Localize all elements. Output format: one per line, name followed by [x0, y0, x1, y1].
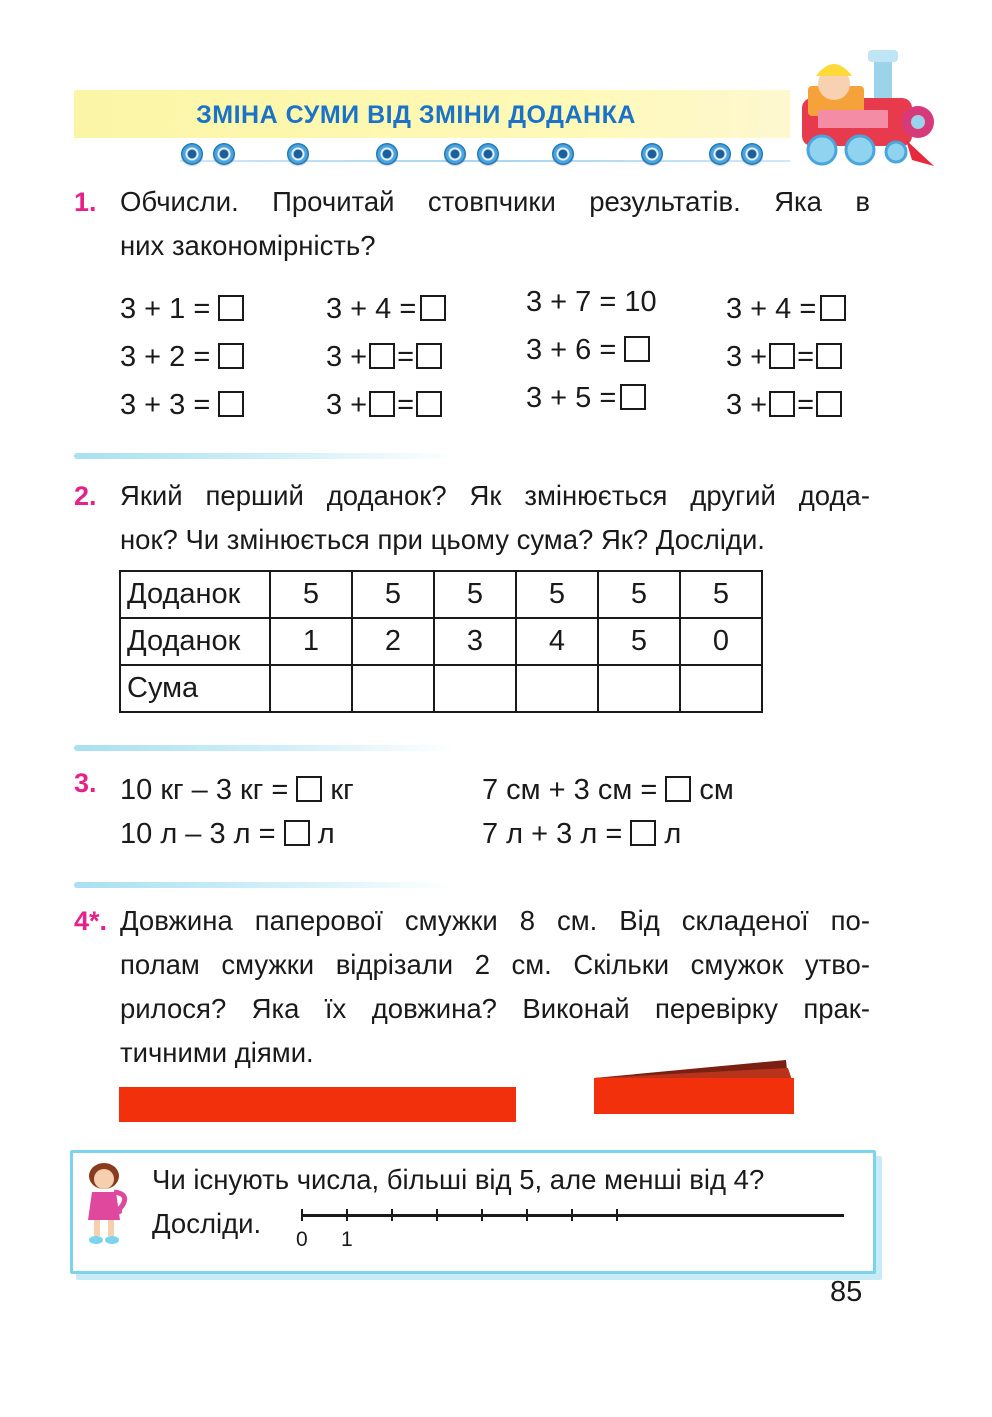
equation [326, 389, 442, 422]
row-header: Сума [120, 665, 270, 712]
wheel-icon [213, 143, 235, 165]
equation-text: 3 + 3 = [120, 389, 211, 421]
task-number: 4*. [74, 906, 108, 936]
answer-box[interactable] [624, 336, 650, 362]
answer-box[interactable] [296, 776, 322, 802]
table-cell: 5 [680, 571, 762, 618]
task-number: 2. [74, 481, 97, 511]
equation [326, 341, 442, 374]
equation-text: 3 + 5 = [526, 382, 617, 414]
addend-box[interactable] [769, 343, 795, 369]
equation [526, 334, 650, 367]
equation [120, 774, 354, 807]
wheel-icon [641, 143, 663, 165]
answer-box[interactable] [816, 343, 842, 369]
addend-box[interactable] [369, 343, 395, 369]
question-text: Досліди. [152, 1208, 262, 1239]
answer-box[interactable] [218, 343, 244, 369]
table-cell: 2 [352, 618, 434, 665]
equation [526, 286, 657, 319]
answer-box[interactable] [284, 820, 310, 846]
number-line-tick [616, 1209, 618, 1221]
wheel-icon [444, 143, 466, 165]
equation-text: = [797, 389, 815, 421]
equation-text: 3 + 1 = [120, 293, 211, 325]
task-text-line: тичними діями. [120, 1037, 314, 1068]
number-line-tick [526, 1209, 528, 1221]
equation-text: 10 кг – 3 кг = [120, 774, 289, 806]
equation-text: = [397, 389, 415, 421]
unit-label: см [699, 774, 734, 806]
answer-box[interactable] [218, 295, 244, 321]
tick-label: 0 [296, 1228, 308, 1251]
number-line-tick [436, 1209, 438, 1221]
table-row [120, 665, 762, 712]
wheel-icon [376, 143, 398, 165]
equation [482, 774, 734, 807]
equation-text: 3 + 6 = [526, 334, 617, 366]
answer-box[interactable] [620, 384, 646, 410]
sum-cell[interactable] [352, 665, 434, 712]
task-text [120, 474, 870, 562]
equation-text: = [797, 341, 815, 373]
sum-cell[interactable] [516, 665, 598, 712]
sum-cell[interactable] [434, 665, 516, 712]
number-line [302, 1214, 844, 1217]
wheel-icon [477, 143, 499, 165]
row-header: Доданок [120, 618, 270, 665]
equation-text: 3 + 4 = [326, 293, 417, 325]
table-cell: 5 [516, 571, 598, 618]
answer-box[interactable] [420, 295, 446, 321]
equation-text: 7 см + 3 см = [482, 774, 658, 806]
sum-cell[interactable] [680, 665, 762, 712]
sum-cell[interactable] [598, 665, 680, 712]
row-header: Доданок [120, 571, 270, 618]
equation-text: = [397, 341, 415, 373]
tick-label: 1 [341, 1228, 353, 1251]
task-text-line: них закономірність? [120, 230, 376, 261]
train-icon [788, 40, 938, 172]
table-row [120, 618, 762, 665]
task-text-line: Який перший доданок? Як змінюється другий дода- [120, 480, 870, 511]
answer-box[interactable] [218, 391, 244, 417]
equation [726, 293, 846, 326]
unit-label: л [317, 818, 335, 850]
folded-paper-strip [594, 1058, 796, 1116]
answer-box[interactable] [665, 776, 691, 802]
task-text [120, 180, 870, 268]
equation [326, 293, 446, 326]
answer-box[interactable] [816, 391, 842, 417]
task-text-line: нок? Чи змінюється при цьому сума? Як? Досліди. [120, 524, 765, 555]
number-line-tick [391, 1209, 393, 1221]
number-line-tick [346, 1209, 348, 1221]
section-separator [74, 453, 454, 459]
answer-box[interactable] [820, 295, 846, 321]
wheel-icon [709, 143, 731, 165]
equation [120, 818, 335, 851]
answer-box[interactable] [416, 343, 442, 369]
equation-text: 3 + [326, 389, 368, 421]
table-cell: 1 [270, 618, 352, 665]
table-cell: 0 [680, 618, 762, 665]
equation-text: 3 + [726, 341, 768, 373]
table-cell: 5 [270, 571, 352, 618]
equation-text: 7 л + 3 л = [482, 818, 623, 850]
task-number: 3. [74, 768, 97, 798]
wheel-icon [552, 143, 574, 165]
equation [726, 389, 842, 422]
equation-text: 3 + 7 = 10 [526, 286, 657, 318]
wheel-icon [741, 143, 763, 165]
equation-text: 3 + 2 = [120, 341, 211, 373]
girl-icon [82, 1162, 130, 1246]
equation-text: 10 л – 3 л = [120, 818, 276, 850]
title-band [74, 90, 790, 138]
number-line-tick [301, 1209, 303, 1221]
equation [120, 341, 244, 374]
wheel-icon [287, 143, 309, 165]
equation [120, 293, 244, 326]
equation [482, 818, 681, 851]
sum-cell[interactable] [270, 665, 352, 712]
answer-box[interactable] [416, 391, 442, 417]
equation [120, 389, 244, 422]
table-cell: 5 [352, 571, 434, 618]
table-cell: 5 [598, 571, 680, 618]
table-cell: 3 [434, 618, 516, 665]
page-title: ЗМІНА СУМИ ВІД ЗМІНИ ДОДАНКА [196, 101, 636, 129]
addend-box[interactable] [769, 391, 795, 417]
task-text-line: рилося? Яка їх довжина? Виконай перевірку прак- [120, 993, 870, 1024]
task-text-line: Обчисли. Прочитай стовпчики результатів. Яка в [120, 186, 870, 217]
equation [526, 382, 646, 415]
task-number: 1. [74, 187, 97, 217]
table-row [120, 571, 762, 618]
task-text [120, 899, 870, 1075]
number-line-tick [571, 1209, 573, 1221]
addends-table [119, 570, 763, 713]
task-text-line: Довжина паперової смужки 8 см. Від складеної по- [120, 905, 870, 936]
table-cell: 5 [598, 618, 680, 665]
question-text: Чи існують числа, більші від 5, але менші від 4? [152, 1164, 765, 1195]
addend-box[interactable] [369, 391, 395, 417]
equation [726, 341, 842, 374]
answer-box[interactable] [630, 820, 656, 846]
equation-text: 3 + [726, 389, 768, 421]
wheel-icon [181, 143, 203, 165]
table-cell: 4 [516, 618, 598, 665]
equation-text: 3 + 4 = [726, 293, 817, 325]
table-cell: 5 [434, 571, 516, 618]
section-separator [74, 882, 454, 888]
paper-strip [119, 1087, 516, 1122]
page-number: 85 [830, 1276, 863, 1308]
unit-label: кг [330, 774, 354, 806]
number-line-tick [481, 1209, 483, 1221]
task-text-line: полам смужки відрізали 2 см. Скільки смужок утво- [120, 949, 870, 980]
section-separator [74, 745, 454, 751]
equation-text: 3 + [326, 341, 368, 373]
unit-label: л [664, 818, 682, 850]
